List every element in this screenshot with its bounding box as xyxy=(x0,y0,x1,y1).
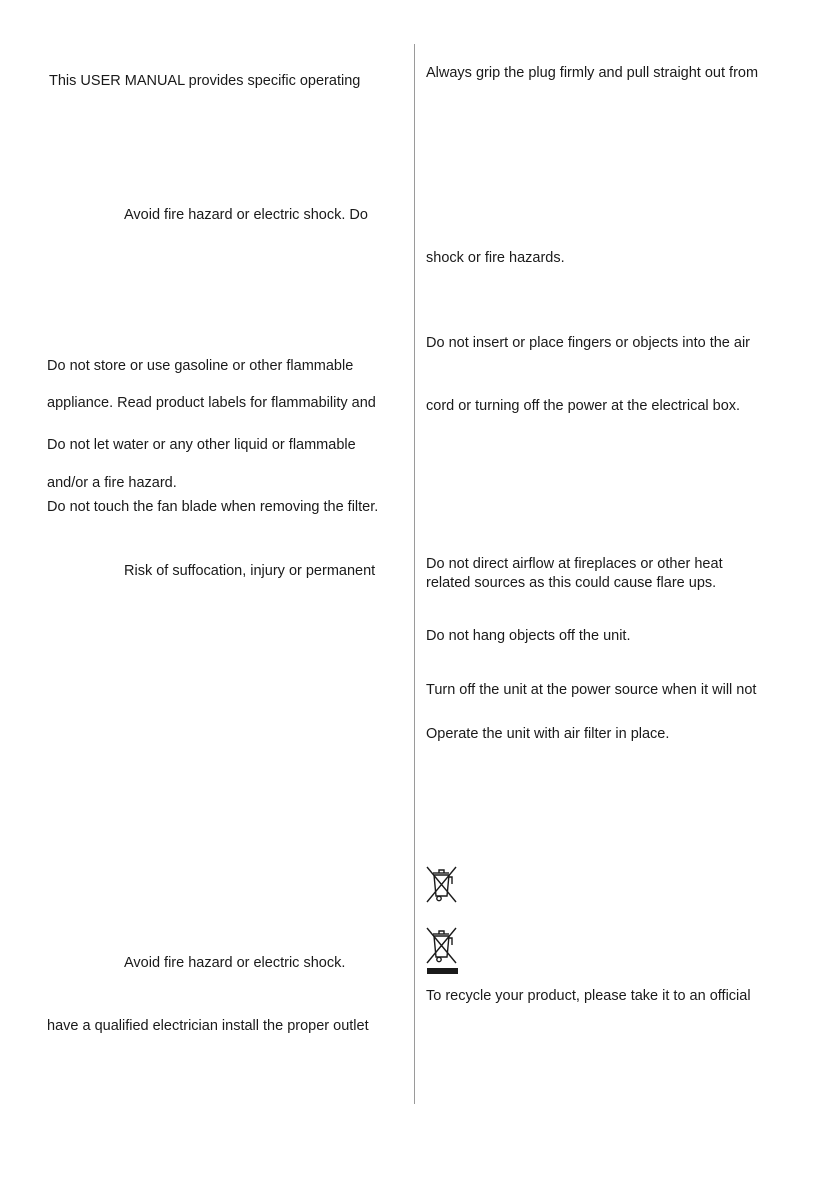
right-text-line: related sources as this could cause flare ups. xyxy=(426,575,717,591)
crossed-out-wheeled-bin-icon xyxy=(424,864,460,904)
left-text-line: Do not store or use gasoline or other flammable xyxy=(47,358,354,374)
left-text-line: This USER MANUAL provides specific operating xyxy=(49,73,361,89)
right-text-line: Operate the unit with air filter in place. xyxy=(426,726,670,742)
left-text-line: and/or a fire hazard. xyxy=(47,475,177,491)
right-text-line: Do not hang objects off the unit. xyxy=(426,628,631,644)
left-text-line: appliance. Read product labels for flammability and xyxy=(47,395,376,411)
right-text-line: To recycle your product, please take it to an official xyxy=(426,988,751,1004)
left-text-line: have a qualified electrician install the proper outlet xyxy=(47,1018,369,1034)
left-text-line: Do not touch the fan blade when removing the filter. xyxy=(47,499,379,515)
right-text-line: shock or fire hazards. xyxy=(426,250,565,266)
right-text-line: Do not insert or place fingers or objects into the air xyxy=(426,335,750,351)
right-text-line: cord or turning off the power at the electrical box. xyxy=(426,398,741,414)
left-text-line: Avoid fire hazard or electric shock. Do xyxy=(124,207,368,223)
column-divider xyxy=(414,44,415,1104)
right-text-line: Do not direct airflow at fireplaces or other heat xyxy=(426,556,723,572)
left-text-line: Risk of suffocation, injury or permanent xyxy=(124,563,376,579)
left-text-line: Do not let water or any other liquid or flammable xyxy=(47,437,356,453)
right-text-line: Always grip the plug firmly and pull straight out from xyxy=(426,65,759,81)
left-text-line: Avoid fire hazard or electric shock. xyxy=(124,955,346,971)
right-text-line: Turn off the unit at the power source when it will not xyxy=(426,682,757,698)
crossed-out-wheeled-bin-with-bar-icon xyxy=(424,925,460,977)
